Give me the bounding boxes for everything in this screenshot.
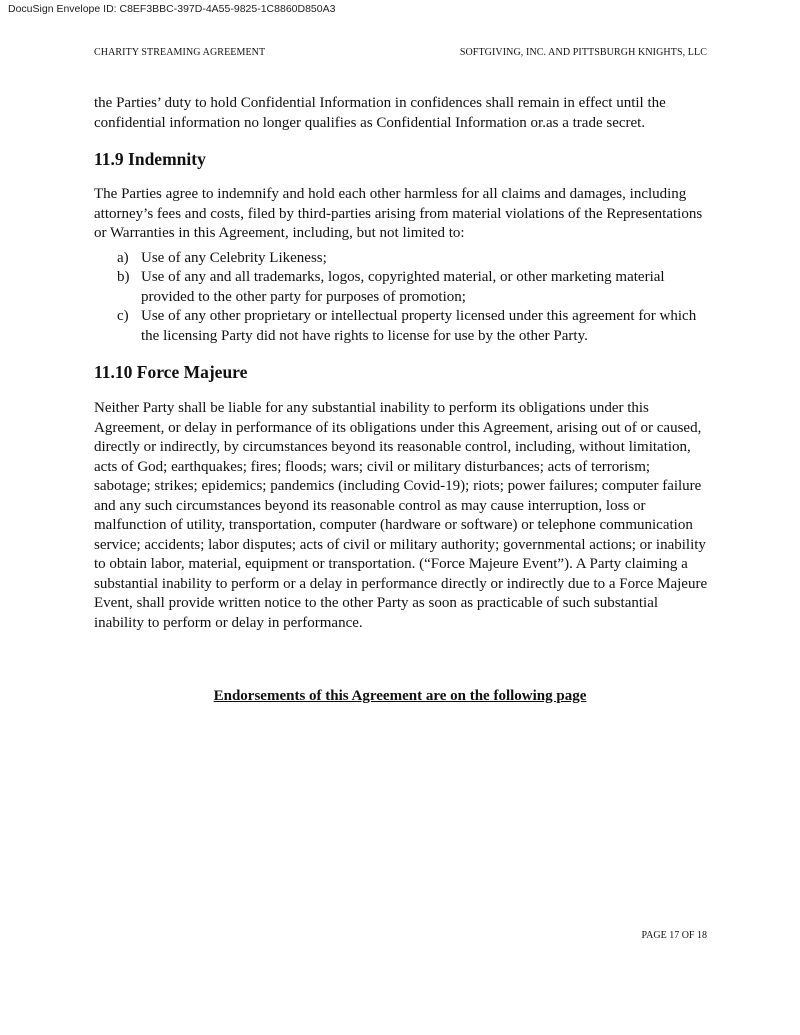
section-heading-force-majeure: 11.10 Force Majeure — [94, 362, 248, 382]
endorsement-note: Endorsements of this Agreement are on the following page — [213, 688, 587, 704]
list-marker: b) — [117, 269, 130, 285]
list-item-text: Use of any and all trademarks, logos, copyrighted material, or other marketing material provided to the other party for purposes of promotion; — [141, 269, 665, 305]
list-marker: c) — [117, 308, 129, 324]
header-parties: SOFTGIVING, INC. AND PITTSBURGH KNIGHTS, LLC — [459, 47, 707, 58]
list-item — [94, 249, 708, 269]
document-body — [94, 94, 708, 633]
indemnity-list — [94, 249, 708, 347]
page-header — [94, 47, 707, 58]
section-heading-indemnity: 11.9 Indemnity — [94, 149, 206, 169]
force-majeure-paragraph: Neither Party shall be liable for any substantial inability to perform its obligations under this Agreement, or delay in performance of its obligations under this Agreement, arising out of or caused, directly or indirectly, by circumstances beyond its reasonable control, including, without limitation, acts of God; earthquakes; fires; floods; wars; civil or military disturbances; acts of terrorism; sabotage; strikes; epidemics; pandemics (including Covid-19); riots; power failures; computer failure and any such circumstances beyond its reasonable control as may cause interruption, loss or malfunction of utility, transportation, computer (hardware or software) or telephone communication service; accidents; labor disputes; acts of civil or military authority; governmental actions; or inability to obtain labor, material, equipment or transportation. (“Force Majeure Event”). A Party claiming a substantial inability to perform or a delay in performance directly or indirectly due to a Force Majeure Event, shall provide written notice to the other Party as soon as practicable of such substantial inability to perform or delay in performance. — [94, 400, 708, 631]
list-item-text: Use of any other proprietary or intellectual property licensed under this agreement for which the licensing Party did not have rights to license for use by the other Party. — [141, 308, 697, 344]
list-item — [94, 307, 708, 346]
indemnity-paragraph: The Parties agree to indemnify and hold each other harmless for all claims and damages, including attorney’s fees and costs, filed by third-parties arising from material violations of the Representations or Warranties in this Agreement, including, but not limited to: — [94, 186, 703, 241]
list-item-text: Use of any Celebrity Likeness; — [141, 249, 327, 266]
continued-paragraph: the Parties’ duty to hold Confidential Information in confidences shall remain in effect until the confidential information no longer qualifies as Confidential Information or.as a trade secret. — [94, 95, 666, 131]
list-item — [94, 268, 708, 307]
list-marker: a) — [117, 249, 129, 266]
header-document-title: CHARITY STREAMING AGREEMENT — [94, 47, 266, 58]
docusign-envelope-id: DocuSign Envelope ID: C8EF3BBC-397D-4A55-9825-1C8860D850A3 — [8, 3, 336, 15]
page-number: PAGE 17 OF 18 — [641, 930, 707, 941]
